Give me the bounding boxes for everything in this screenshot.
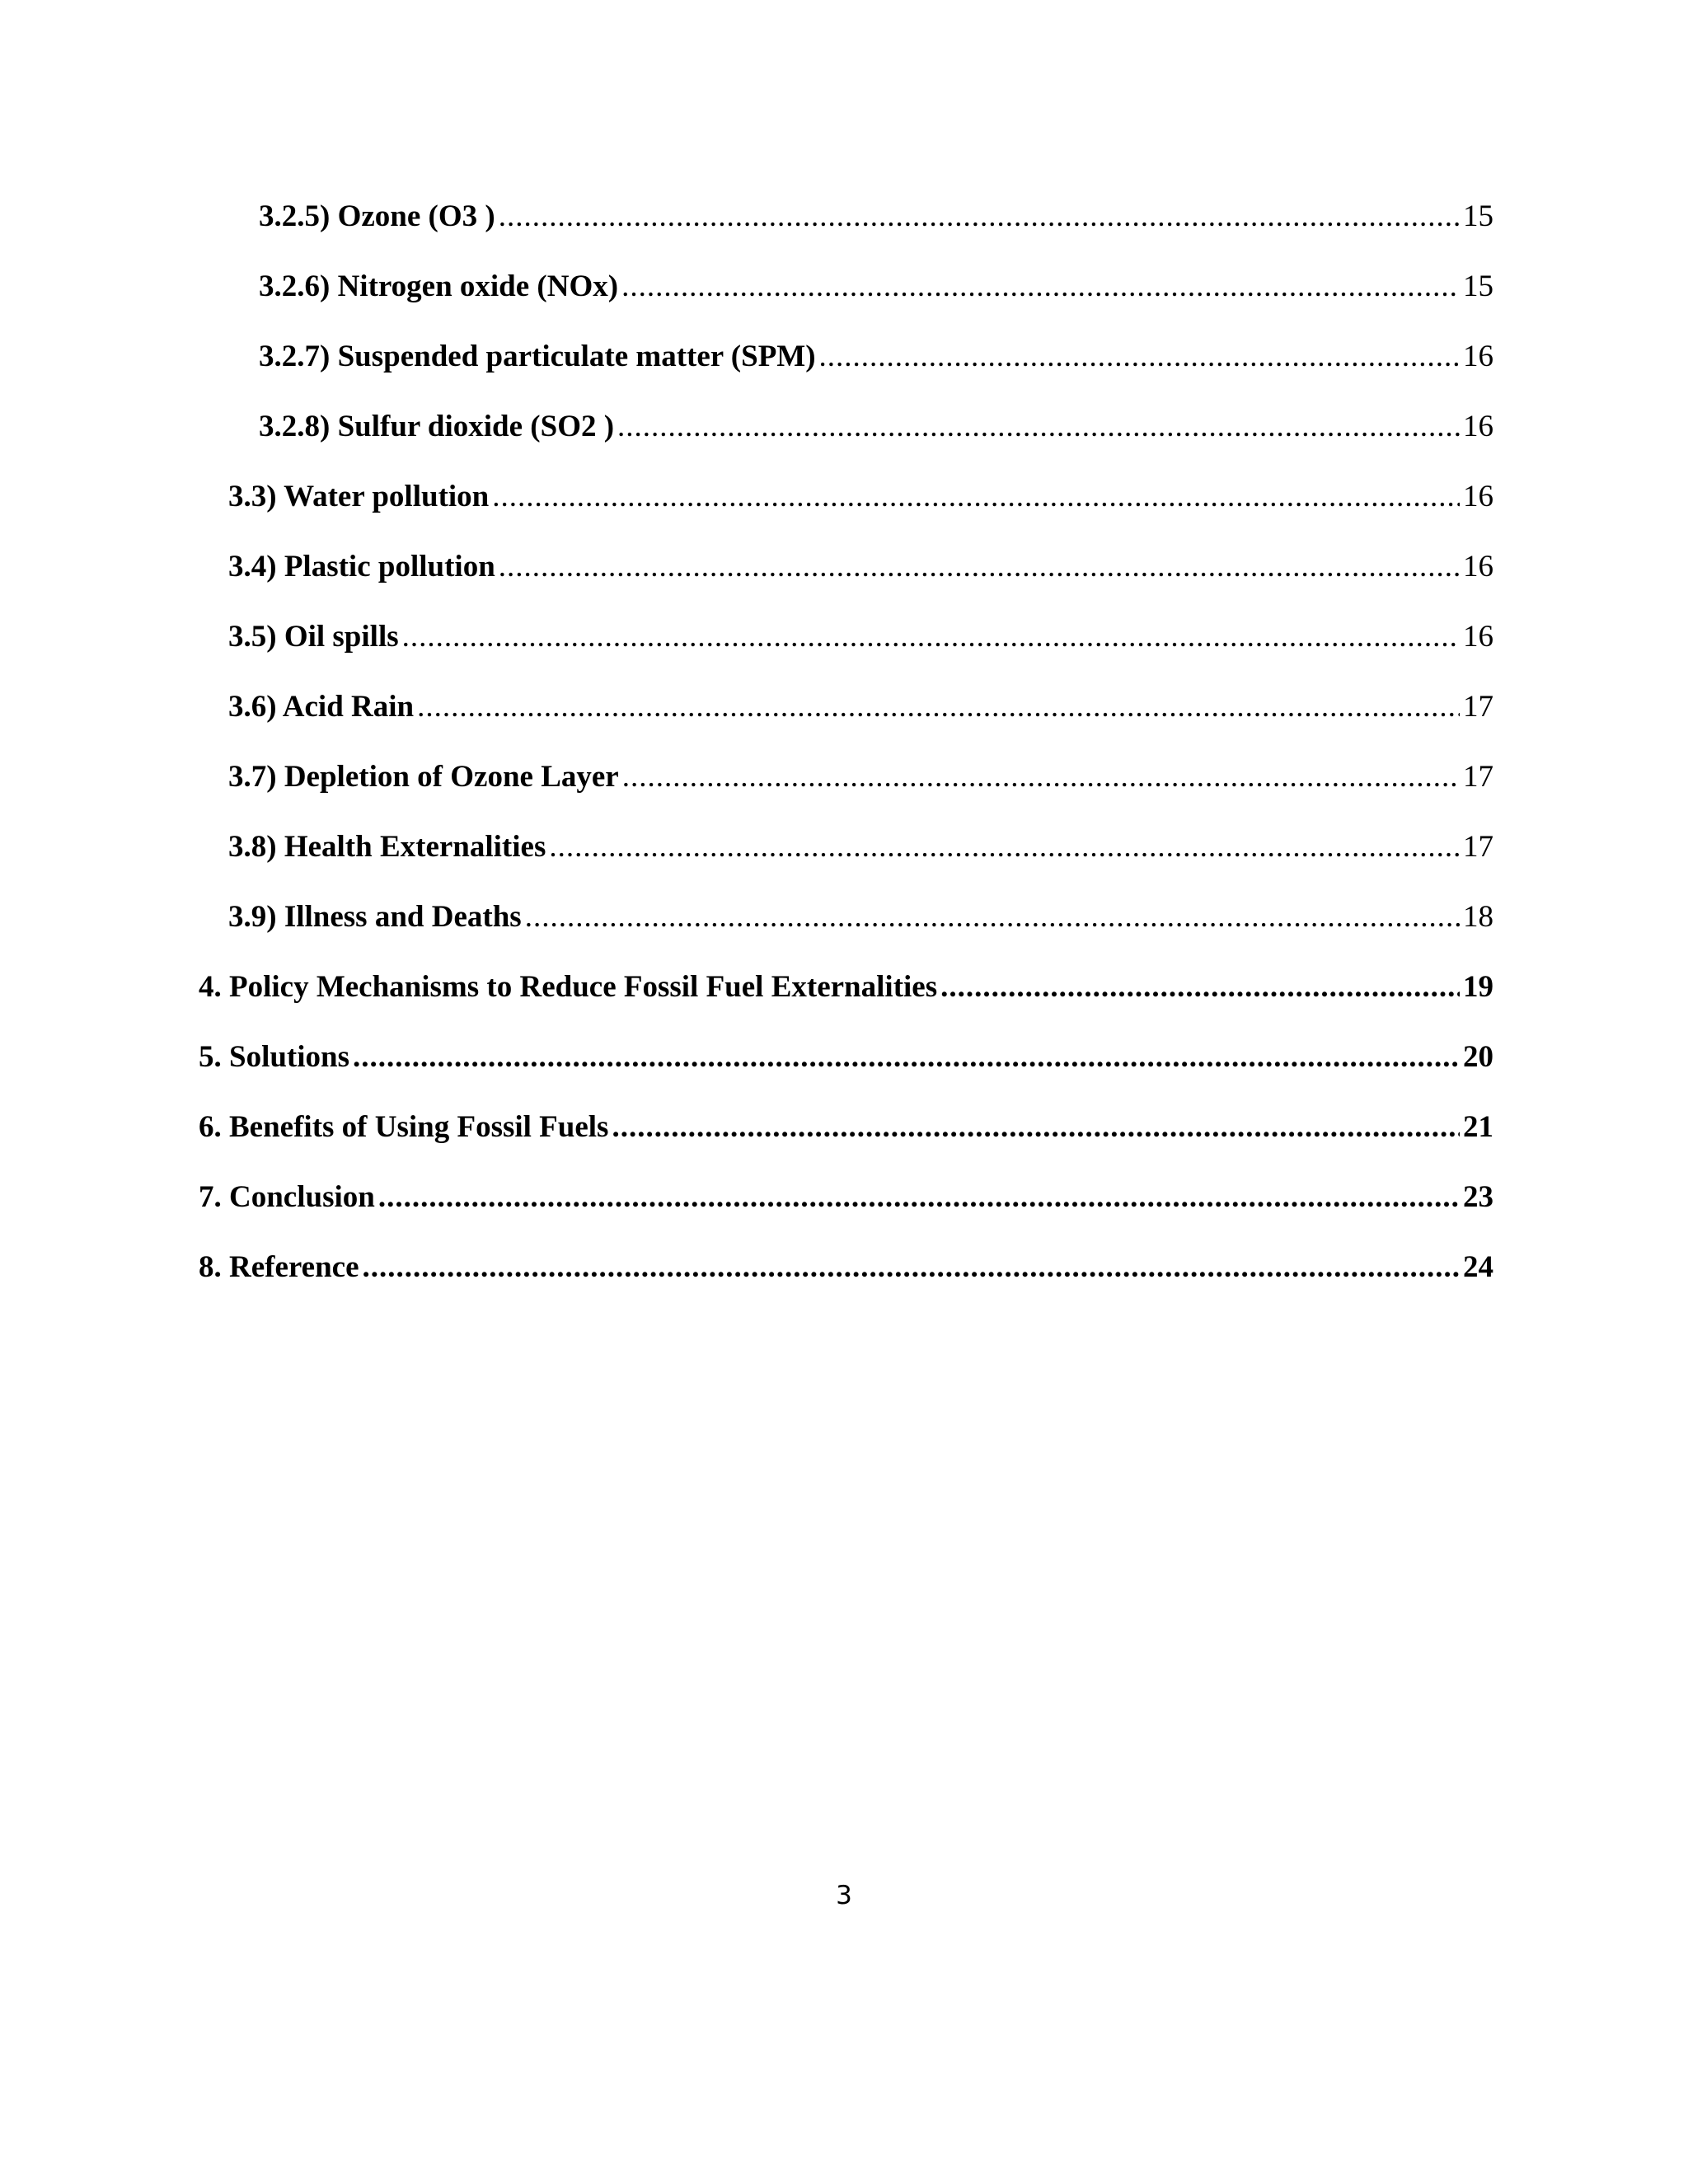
toc-entry-title: 3.3) Water pollution [228,480,490,513]
toc-entry-title: 3.5) Oil spills [228,620,399,654]
toc-entry-title: 4. Policy Mechanisms to Reduce Fossil Fuel Externalities [199,970,938,1004]
toc-entry-5[interactable] [199,1033,1493,1082]
dot-leader [525,893,1460,942]
toc-entry-page: 15 [1463,269,1493,303]
toc-entry-page: 16 [1463,340,1493,373]
toc-entry-page: 17 [1463,690,1493,724]
toc-entry-page: 16 [1463,410,1493,443]
toc-entry-6[interactable] [199,1103,1493,1152]
toc-entry-3-2-6[interactable] [259,262,1493,312]
toc-entry-title: 5. Solutions [199,1040,350,1074]
toc-entry-3-2-8[interactable] [259,402,1493,452]
dot-leader [622,752,1460,802]
toc-entry-page: 17 [1463,830,1493,864]
toc-entry-page: 16 [1463,550,1493,583]
toc-entry-3-2-5[interactable] [259,192,1493,241]
dot-leader [499,542,1460,592]
toc-entry-title: 3.2.6) Nitrogen oxide (NOx) [259,269,619,303]
dot-leader [402,612,1460,662]
toc-entry-7[interactable] [199,1173,1493,1222]
toc-entry-title: 3.2.7) Suspended particulate matter (SPM) [259,340,816,373]
toc-entry-page: 24 [1463,1250,1493,1284]
toc-entry-page: 16 [1463,480,1493,513]
toc-entry-3-8[interactable] [228,823,1493,872]
toc-entry-page: 16 [1463,620,1493,654]
dot-leader [612,1103,1460,1152]
dot-leader [819,332,1460,382]
toc-entry-page: 19 [1463,970,1493,1004]
toc-entry-page: 15 [1463,199,1493,233]
toc-entry-title: 3.2.5) Ozone (O3 ) [259,199,495,233]
toc-entry-title: 6. Benefits of Using Fossil Fuels [199,1110,609,1144]
dot-leader [940,963,1460,1012]
toc-entry-title: 7. Conclusion [199,1180,375,1214]
toc-entry-title: 3.9) Illness and Deaths [228,900,522,934]
dot-leader [621,262,1460,312]
dot-leader [492,472,1460,522]
dot-leader [549,823,1460,872]
toc-entry-title: 3.6) Acid Rain [228,690,415,724]
toc-entry-page: 17 [1463,760,1493,794]
toc-entry-3-5[interactable] [228,612,1493,662]
toc-entry-page: 20 [1463,1040,1493,1074]
toc-entry-title: 3.8) Health Externalities [228,830,546,864]
toc-entry-8[interactable] [199,1243,1493,1292]
toc-entry-4[interactable] [199,963,1493,1012]
toc-entry-3-2-7[interactable] [259,332,1493,382]
toc-entry-title: 8. Reference [199,1250,359,1284]
toc-entry-3-3[interactable] [228,472,1493,522]
dot-leader [363,1243,1461,1292]
toc-entry-3-6[interactable] [228,682,1493,732]
dot-leader [353,1033,1460,1082]
toc-entry-page: 23 [1463,1180,1493,1214]
toc-entry-3-7[interactable] [228,752,1493,802]
dot-leader [417,682,1460,732]
dot-leader [499,192,1460,241]
toc-entry-page: 21 [1463,1110,1493,1144]
page-number: 3 [836,1881,852,1910]
toc-entry-title: 3.4) Plastic pollution [228,550,495,583]
toc-entry-page: 18 [1463,900,1493,934]
dot-leader [617,402,1460,452]
toc-entry-3-4[interactable] [228,542,1493,592]
dot-leader [378,1173,1460,1222]
toc-entry-title: 3.7) Depletion of Ozone Layer [228,760,619,794]
toc-entry-3-9[interactable] [228,893,1493,942]
toc-entry-title: 3.2.8) Sulfur dioxide (SO2 ) [259,410,615,443]
